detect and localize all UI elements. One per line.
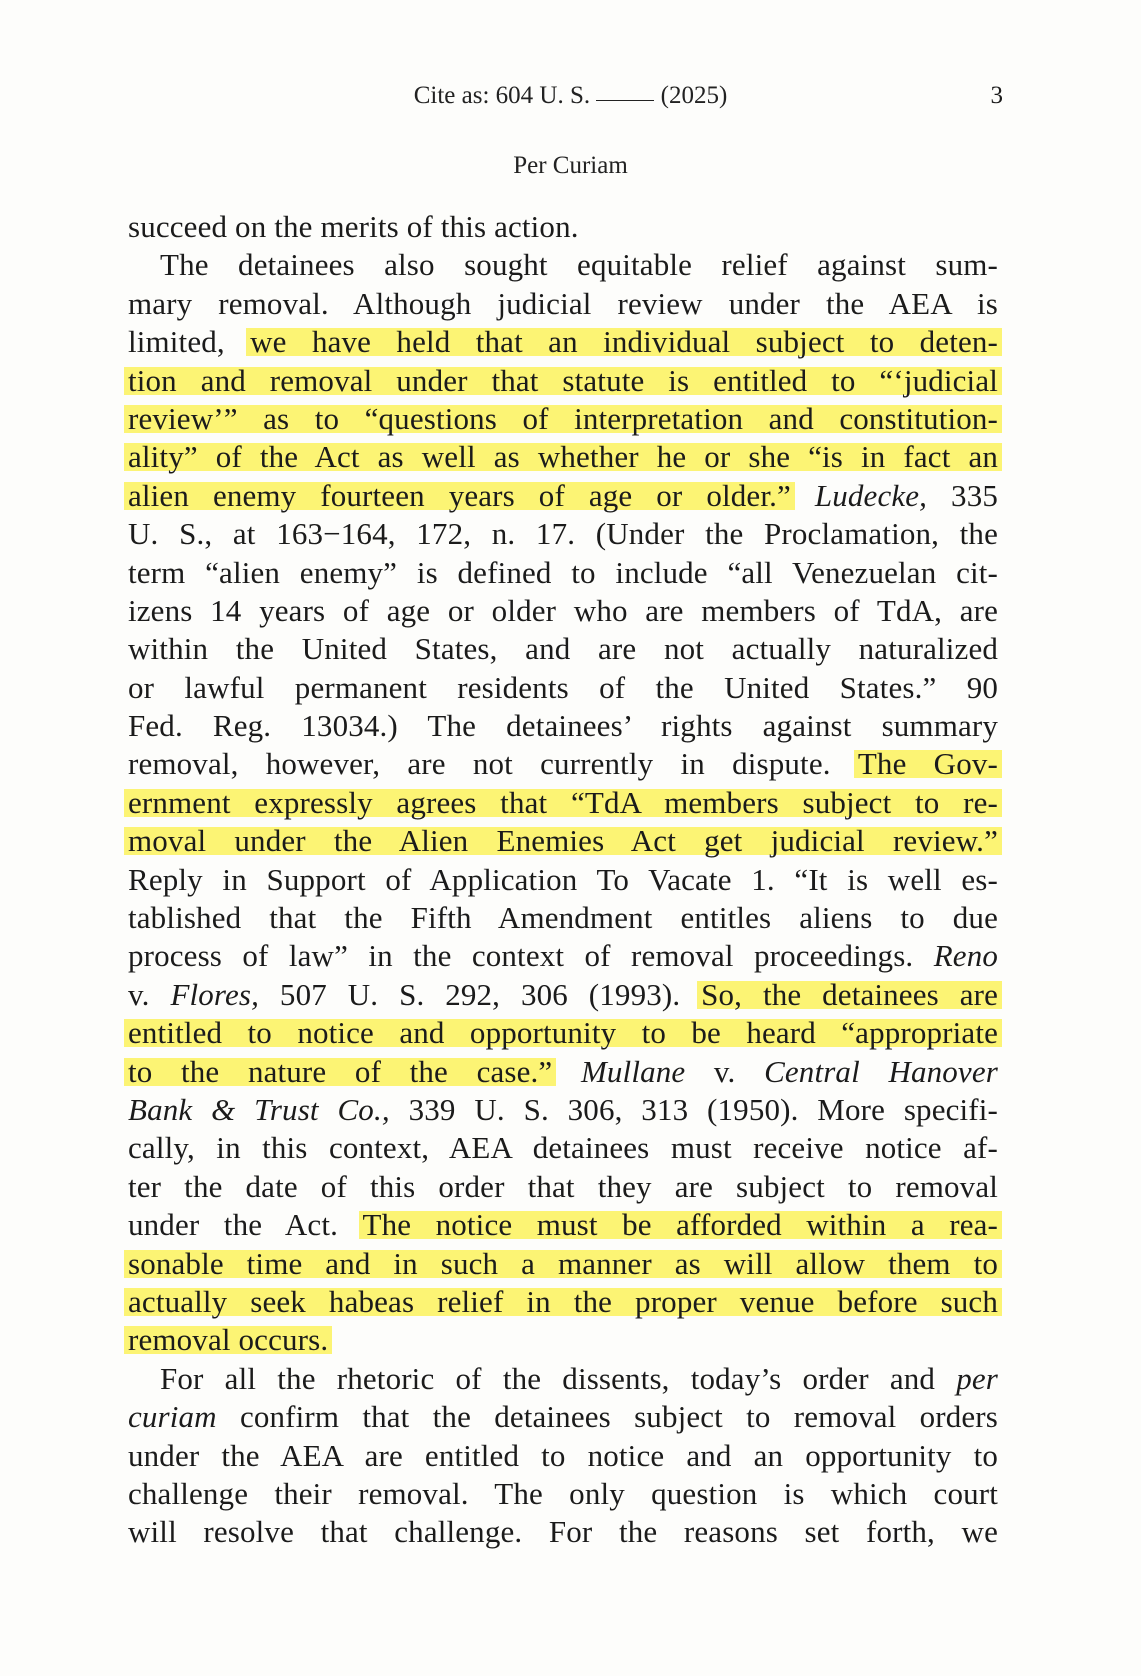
text-line: izens 14 years of age or older who are members of TdA, are	[128, 592, 998, 628]
text-line: tablished that the Fifth Amendment entitles aliens to due	[128, 900, 998, 936]
highlighted-passage: The Gov-	[854, 746, 1002, 781]
page-number: 3	[990, 82, 1003, 109]
text-line: will resolve that challenge. For the reasons set forth, we	[128, 1514, 998, 1550]
highlighted-passage: So, the detainees are	[697, 977, 1002, 1012]
text-line: alien enemy fourteen years of age or older.” Ludecke, 335	[128, 477, 998, 515]
text-line: or lawful permanent residents of the United States.” 90	[128, 669, 998, 705]
highlighted-passage: ernment expressly agrees that “TdA members subject to re-	[124, 785, 1002, 820]
opinion-body	[128, 208, 998, 1552]
text-line: challenge their removal. The only question is which court	[128, 1475, 998, 1511]
text-line: v. Flores, 507 U. S. 292, 306 (1993). So, the detainees are	[128, 976, 998, 1014]
highlighted-passage: we have held that an individual subject to deten-	[246, 324, 1002, 359]
citation-blank	[596, 99, 654, 101]
text-line: under the AEA are entitled to notice and an opportunity to	[128, 1437, 998, 1473]
case-name: Ludecke,	[814, 477, 928, 513]
highlighted-passage: moval under the Alien Enemies Act get judicial review.”	[124, 823, 1002, 858]
citation-text: Cite as: 604 U. S.	[413, 82, 591, 109]
highlighted-passage: sonable time and in such a manner as will allow them to	[124, 1246, 1002, 1281]
text-line	[128, 1245, 998, 1283]
highlighted-passage: ality” of the Act as well as whether he or she “is in fact an	[124, 439, 1002, 474]
text-line: process of law” in the context of removal proceedings. Reno	[128, 938, 998, 974]
highlighted-passage: removal occurs.	[124, 1322, 332, 1357]
text-line	[128, 400, 998, 438]
highlighted-passage: review’” as to “questions of interpretation and constitution-	[124, 401, 1002, 436]
text-line	[128, 362, 998, 400]
text-line: The detainees also sought equitable relief against sum-	[160, 247, 998, 283]
text-line: mary removal. Although judicial review under the AEA is	[128, 285, 998, 321]
case-name: Central Hanover	[764, 1053, 998, 1089]
text-line: cally, in this context, AEA detainees must receive notice af-	[128, 1130, 998, 1166]
citation-header	[0, 82, 1141, 110]
case-name: Reno	[933, 938, 998, 974]
text-line	[128, 438, 998, 476]
text-line: under the Act. The notice must be afforded within a rea-	[128, 1206, 998, 1244]
text-line: Bank & Trust Co., 339 U. S. 306, 313 (1950). More specifi-	[128, 1091, 998, 1127]
text-line: U. S., at 163−164, 172, n. 17. (Under the Proclamation, the	[128, 516, 998, 552]
highlighted-passage: actually seek habeas relief in the proper venue before such	[124, 1284, 1002, 1319]
highlighted-passage: alien enemy fourteen years of age or older.”	[124, 478, 795, 513]
text-line: removal, however, are not currently in dispute. The Gov-	[128, 745, 998, 783]
highlighted-passage: to the nature of the case.”	[124, 1054, 556, 1089]
text-line	[128, 784, 998, 822]
citation-year: (2025)	[660, 82, 728, 109]
text-line: succeed on the merits of this action.	[128, 209, 579, 244]
highlighted-passage: The notice must be afforded within a rea-	[359, 1207, 1003, 1242]
case-name: Mullane	[580, 1053, 686, 1089]
highlighted-passage: tion and removal under that statute is entitled to “‘judicial	[124, 363, 1002, 398]
text-line: Reply in Support of Application To Vacate 1. “It is well es-	[128, 861, 998, 897]
highlighted-passage: entitled to notice and opportunity to be heard “appropriate	[124, 1015, 1002, 1050]
text-line	[128, 822, 998, 860]
text-line	[128, 1014, 998, 1052]
text-line: Fed. Reg. 13034.) The detainees’ rights against summary	[128, 708, 998, 744]
text-line: ter the date of this order that they are subject to removal	[128, 1168, 998, 1204]
text-line	[128, 1321, 998, 1359]
text-line: to the nature of the case.” Mullane v. Central Hanover	[128, 1053, 998, 1091]
text-line: For all the rhetoric of the dissents, today’s order and per	[160, 1360, 998, 1396]
text-line	[128, 1283, 998, 1321]
text-line: curiam confirm that the detainees subject to removal orders	[128, 1399, 998, 1435]
case-name: Bank & Trust Co.,	[128, 1091, 390, 1127]
text-line: within the United States, and are not actually naturalized	[128, 631, 998, 667]
text-line: term “alien enemy” is defined to include “all Venezuelan cit-	[128, 554, 998, 590]
text-line: limited, we have held that an individual subject to deten-	[128, 323, 998, 361]
running-head: Per Curiam	[513, 152, 628, 179]
case-name: Flores,	[170, 976, 260, 1012]
